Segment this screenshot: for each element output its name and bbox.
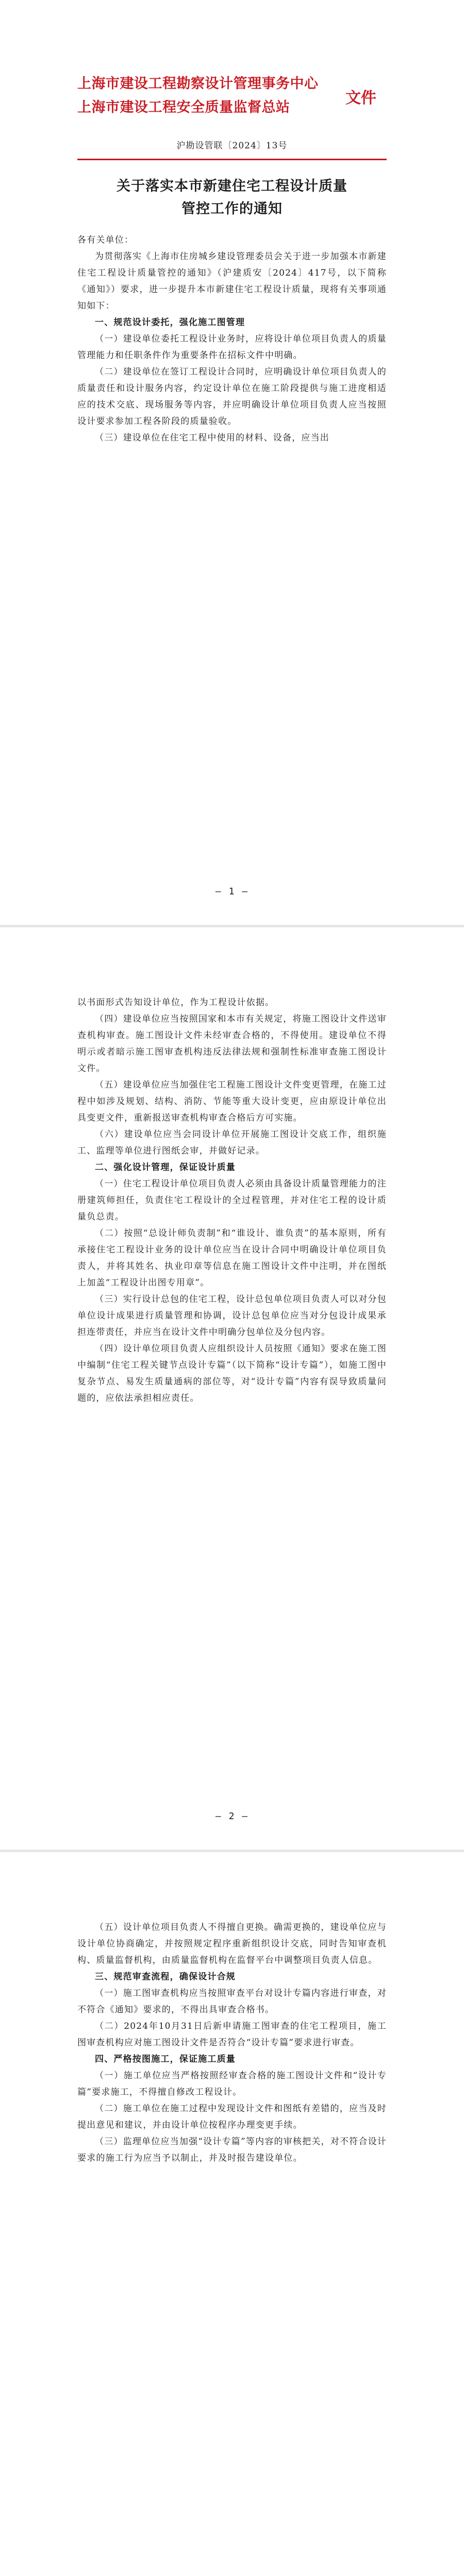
title-block <box>77 175 387 221</box>
section-3-heading: 三、规范审查流程，确保设计合规 <box>95 1972 236 1982</box>
document-page-1 <box>0 0 464 925</box>
section-1-heading: 一、规范设计委托，强化施工图管理 <box>95 317 245 328</box>
section-4-item-2: （二）施工单位在施工过程中发现设计文件和图纸有差错的，应当及时提出意见和建议，并由设计单位按程序办理变更手续。 <box>77 2104 387 2130</box>
section-1-item-1: （一）建设单位委托工程设计业务时，应将设计单位项目负责人的质量管理能力和任职条件作为重要条件在招标文件中明确。 <box>77 334 387 361</box>
letterhead-line-1: 上海市建设工程勘察设计管理事务中心 <box>77 76 319 92</box>
document-page-2 <box>0 927 464 1850</box>
page-1-body <box>77 232 387 446</box>
intro-paragraph: 为贯彻落实《上海市住房城乡建设管理委员会关于进一步加强本市新建住宅工程设计质量管控的通知》（沪建质安〔2024〕417号，以下简称《通知》）要求，进一步提升本市新建住宅工程设计质量，现将有关事项通知如下： <box>77 251 387 311</box>
page-3-body <box>77 1919 387 2166</box>
section-2-item-3: （三）实行设计总包的住宅工程，设计总包单位项目负责人可以对分包单位设计成果进行质量管理和协调，设计总包单位应当对分包设计成果承担连带责任，并应当在设计文件中明确分包单位及分包内容。 <box>77 1294 387 1337</box>
letterhead-wen: 文件 <box>345 89 376 107</box>
document-page-3 <box>0 1852 464 2576</box>
section-1-item-4: （四）建设单位应当按照国家和本市有关规定，将施工图设计文件送审查机构审查。施工图设计文件未经审查合格的，不得使用。建设单位不得明示或者暗示施工图审查机构违反法律法规和强制性标准审查施工图设计文件。 <box>77 1014 387 1074</box>
title-line-2: 管控工作的通知 <box>181 201 283 217</box>
addressee: 各有关单位： <box>77 235 134 245</box>
section-2-item-5: （五）设计单位项目负责人不得擅自更换。确需更换的，建设单位应与设计单位协商确定，并按照规定程序重新组织设计交底，同时告知审查机构、质量监督机构，由质量监督机构在监督平台中调整项目负责人信息。 <box>77 1922 387 1965</box>
section-2-item-1: （一）住宅工程设计单位项目负责人必须由具备设计质量管理能力的注册建筑师担任，负责住宅工程设计的全过程管理，并对住宅工程的设计质量负总责。 <box>77 1179 387 1222</box>
section-4-heading: 四、严格按图施工，保证施工质量 <box>95 2054 236 2064</box>
page-2-body <box>77 994 387 1406</box>
section-3-item-2: （二）2024年10月31日后新申请施工图审查的住宅工程项目，施工图审查机构应对施工图设计文件是否符合“设计专篇”要求进行审查。 <box>77 2021 387 2048</box>
doc-number: 沪勘设管联〔2024〕13号 <box>176 141 288 151</box>
letterhead-rule <box>77 159 387 160</box>
section-2-item-2: （二）按照“总设计师负责制”和“谁设计、谁负责”的基本原则，所有承接住宅工程设计业务的设计单位应当在设计合同中明确设计单位项目负责人，并将其姓名、执业印章等信息在施工图设计文件中注明，并在图纸上加盖“工程设计出图专用章”。 <box>77 1228 387 1288</box>
letterhead-line-2: 上海市建设工程安全质量监督总站 <box>77 99 290 115</box>
section-1-item-2: （二）建设单位在签订工程设计合同时，应明确设计单位项目负责人的质量责任和设计服务内容，约定设计单位在施工阶段提供与施工进度相适应的技术交底、现场服务等内容，并应明确设计单位项目负责人应当按照设计要求参加工程各阶段的质量验收。 <box>77 367 387 427</box>
page-number-2: — 2 — <box>215 1811 249 1822</box>
section-1-item-3-cont: 以书面形式告知设计单位，作为工程设计依据。 <box>77 997 275 1008</box>
section-1-item-5: （五）建设单位应当加强住宅工程施工图设计文件变更管理，在施工过程中如涉及规划、结构、消防、节能等重大设计变更，应由原设计单位出具变更文件，重新报送审查机构审查合格后方可实施。 <box>77 1080 387 1123</box>
page-number-1: — 1 — <box>215 886 249 897</box>
section-1-item-3: （三）建设单位在住宅工程中使用的材料、设备，应当出 <box>95 433 329 443</box>
section-4-item-3: （三）监理单位应当加强“设计专篇”等内容的审核把关，对不符合设计要求的施工行为应当予以制止，并及时报告建设单位。 <box>77 2137 387 2163</box>
section-3-item-1: （一）施工图审查机构应当按照审查平台对设计专篇内容进行审查，对不符合《通知》要求的，不得出具审查合格书。 <box>77 1988 387 2015</box>
section-2-heading: 二、强化设计管理，保证设计质量 <box>95 1162 236 1173</box>
letterhead <box>77 72 345 120</box>
section-1-item-6: （六）建设单位应当会同设计单位开展施工图设计交底工作，组织施工、监理等单位进行图纸会审，并做好记录。 <box>77 1129 387 1156</box>
section-4-item-1: （一）施工单位应当严格按照经审查合格的施工图设计文件和“设计专篇”要求施工，不得擅自修改工程设计。 <box>77 2071 387 2097</box>
section-2-item-4: （四）设计单位项目负责人应组织设计人员按照《通知》要求在施工图中编制“住宅工程关键节点设计专篇”（以下简称“设计专篇”），如施工图中复杂节点、易发生质量通病的部位等，对“设计专篇”内容有误导致质量问题的，应依法承担相应责任。 <box>77 1344 387 1403</box>
title-line-1: 关于落实本市新建住宅工程设计质量 <box>117 178 347 194</box>
